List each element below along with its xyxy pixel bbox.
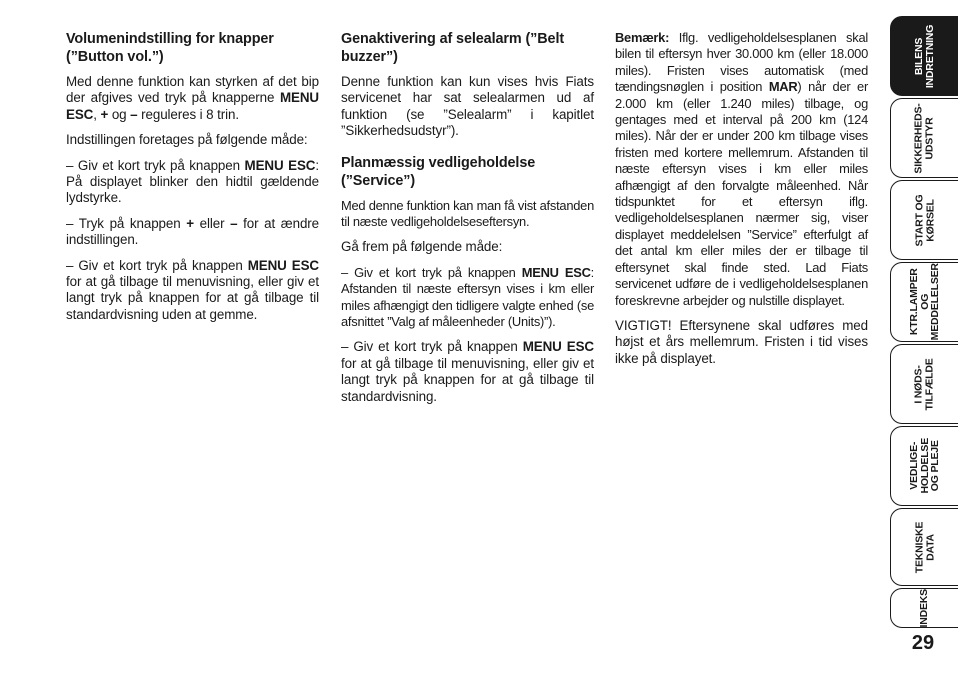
- paragraph: – Giv et kort tryk på knappen MENU ESC: På displayet blinker den hidtil gældende lydstyrke.: [66, 157, 319, 206]
- paragraph: – Giv et kort tryk på knappen MENU ESC for at gå tilbage til menuvisning, eller giv et langt tryk på knappen for at gå tilbage til standardvisning uden at gemme.: [66, 257, 319, 322]
- tab-indeks[interactable]: INDEKS: [890, 588, 958, 628]
- paragraph: Denne funktion kan kun vises hvis Fiats servicenet har sat selealarmen ud af funktion (se ”Selealarm” i kapitlet ”Sikkerhedsudstyr”).: [341, 74, 594, 139]
- tab-start-og-korsel[interactable]: START OG KØRSEL: [890, 180, 958, 260]
- heading-button-vol: Volumenindstilling for knapper (”Button vol.”): [66, 31, 274, 65]
- paragraph: Indstillingen foretages på følgende måde:: [66, 132, 308, 148]
- tab-tekniske-data[interactable]: TEKNISKE DATA: [890, 508, 958, 586]
- paragraph-note: Bemærk: Iflg. vedligeholdelsesplanen skal bilen til eftersyn hver 30.000 km (eller 18.000 miles). Fristen vises automatisk (med tændingsnøglen i position MAR) når der er 2.000 km (eller 1.240 miles) tilbage, og gentages med et interval på 200 km (124 miles). Når der er under 200 km tilbage vises fristen med kortere mellemrum. Afstanden til næste eftersyn vises i km eller miles afhængigt af den forvalgte måleenhed. Når tidspunktet for et eftersyn iflg. vedligeholdelsesplanen nærmer sig, viser displayet meddelelsen ”Service” efterfulgt af det antal km eller miles der er tilbage til eftersynet skal finde sted. Lad Fiats servicenet udføre de i vedligeholdelsesplanen foreskrevne arbejder og nulstille displayet.: [615, 30, 869, 308]
- heading-service: Planmæssig vedligeholdelse (”Service”): [341, 154, 536, 189]
- paragraph: Med denne funktion kan styrken af det bip der afgives ved tryk på knapperne MENU ESC, + og – reguleres i 8 trin.: [66, 74, 319, 122]
- text-column-3: [615, 30, 868, 376]
- paragraph: Med denne funktion kan man få vist afstanden til næste vedligeholdelseseftersyn.: [341, 197, 594, 230]
- paragraph: Gå frem på følgende måde:: [341, 239, 503, 255]
- tab-bilens-indretning[interactable]: BILENS INDRETNING: [890, 16, 958, 96]
- tab-i-nodstilfaelde[interactable]: I NØDS- TILFÆLDE: [890, 344, 958, 424]
- paragraph: – Giv et kort tryk på knappen MENU ESC for at gå tilbage til menuvisning, eller giv et langt tryk på knappen for at gå tilbage til standardvisning.: [341, 339, 594, 404]
- heading-belt-buzzer: Genaktivering af selealarm (”Belt buzzer”): [341, 31, 565, 65]
- chapter-tabs: [890, 0, 960, 677]
- tab-sikkerhedsudstyr[interactable]: SIKKERHEDS- UDSTYR: [890, 98, 958, 178]
- page-number: 29: [911, 632, 935, 654]
- paragraph-important: VIGTIGT! Eftersynene skal udføres med højst et års mellemrum. Fristen i tid vises ikke på displayet.: [615, 317, 868, 366]
- paragraph: – Tryk på knappen + eller – for at ændre indstillingen.: [66, 215, 319, 248]
- text-column-2: [341, 30, 594, 414]
- tab-vedligeholdelse[interactable]: VEDLIGE- HOLDELSE OG PLEJE: [890, 426, 958, 506]
- text-column-1: [66, 30, 319, 332]
- tab-ktr-lamper[interactable]: KTR.LAMPER OG MEDDELELSER: [890, 262, 958, 342]
- paragraph: – Giv et kort tryk på knappen MENU ESC: Afstanden til næste eftersyn vises i km eller miles afhængigt den tidligere valgte enhed (se afsnittet ”Valg af måleenheder (Units)”).: [341, 264, 594, 330]
